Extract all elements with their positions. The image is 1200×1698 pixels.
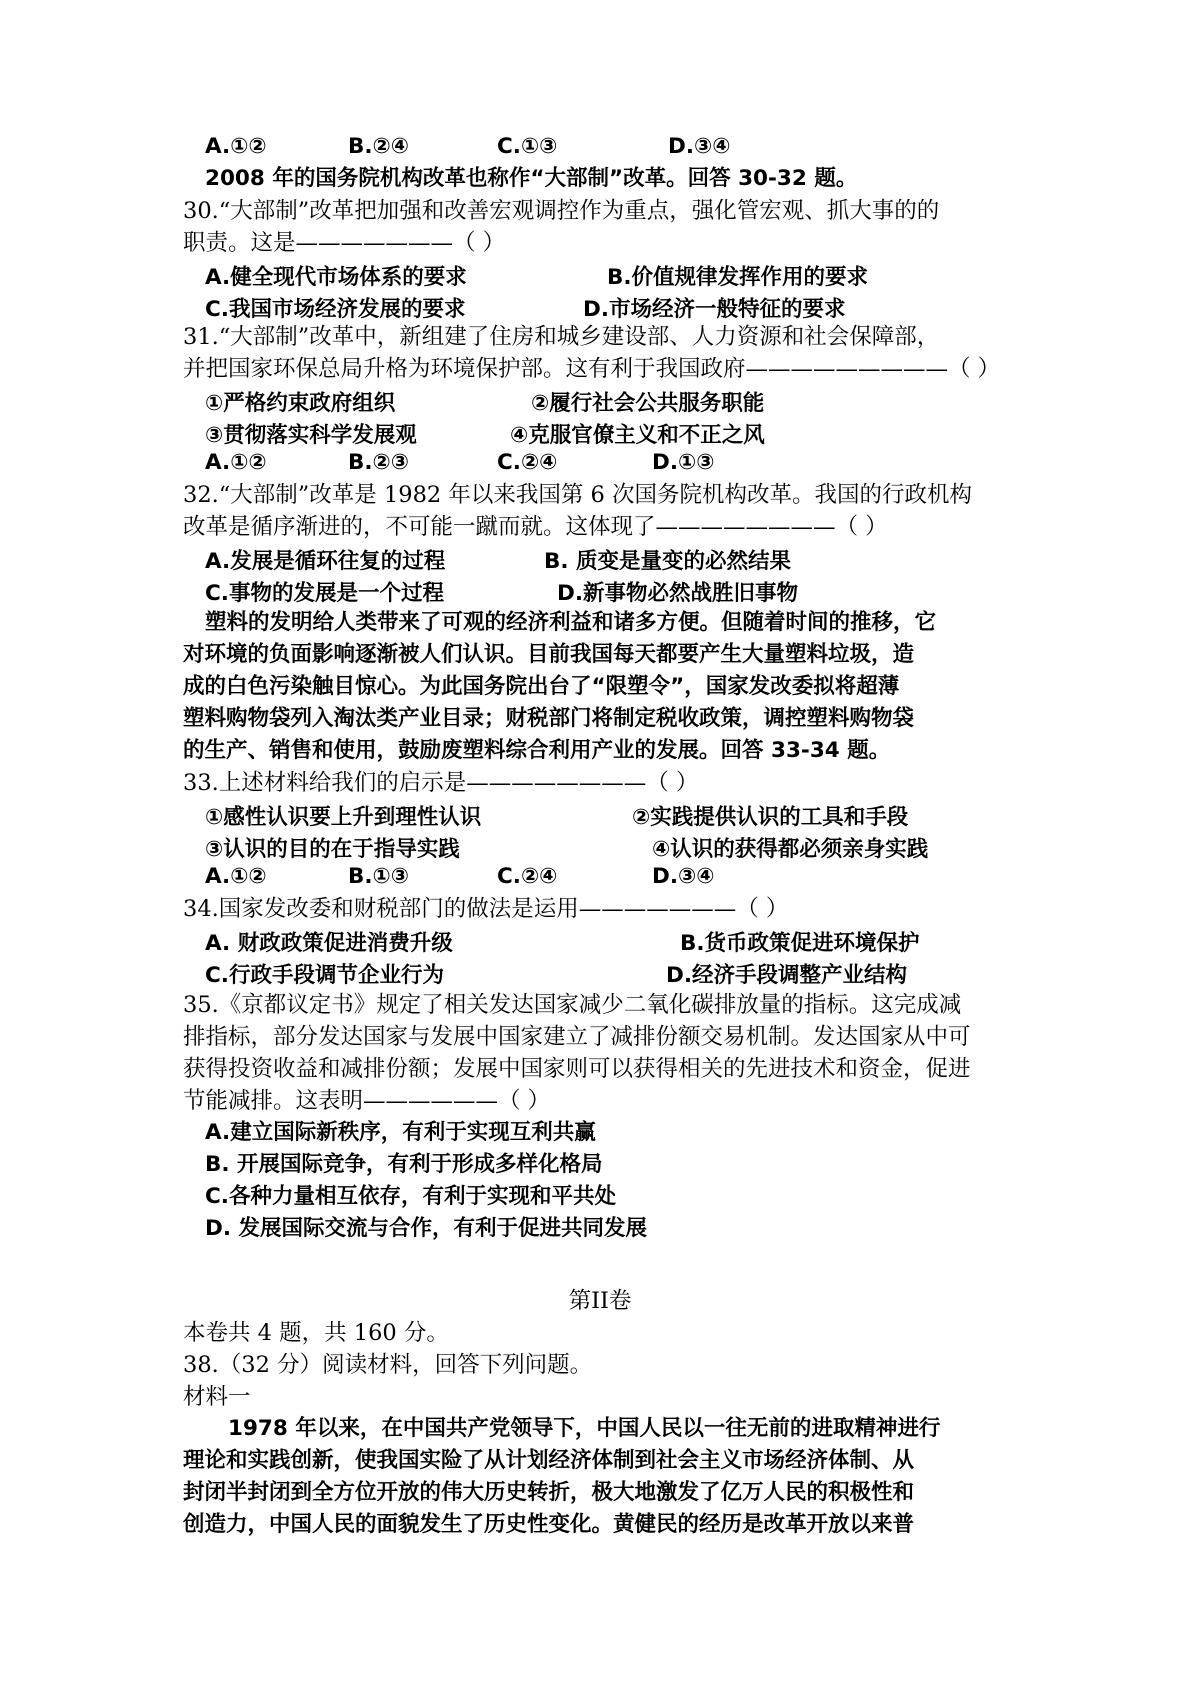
q31-items-row1 [0,386,1000,416]
q33-item-4: ④认识的获得都必须亲身实践 [652,837,929,862]
q35-stem-line1: 35.《京都议定书》规定了相关发达国家减少二氧化碳排放量的指标。这完成减 [183,992,962,1018]
q31-items-row2 [0,418,1000,448]
q33-option-a: A.①② [205,864,267,889]
q29-options [0,134,1000,164]
q32-option-c: C.事物的发展是一个过程 [205,581,444,606]
material-33-34-line2: 对环境的负面影响逐渐被人们认识。目前我国每天都要产生大量塑料垃圾，造 [183,642,915,667]
material-33-34-line3: 成的白色污染触目惊心。为此国务院出台了“限塑令”，国家发改委拟将超薄 [183,674,900,699]
q30-options-row1 [0,260,1000,290]
q32-stem-line1: 32.“大部制”改革是 1982 年以来我国第 6 次国务院机构改革。我国的行政机构 [183,482,972,508]
q31-option-c: C.②④ [497,450,558,475]
q35-stem-line4: 节能减排。这表明——————（ ） [183,1088,551,1114]
q29-option-d: D.③④ [668,134,731,159]
q34-option-a: A. 财政政策促进消费升级 [205,931,453,956]
q31-item-2: ②履行社会公共服务职能 [531,391,765,416]
q34-stem: 34.国家发改委和财税部门的做法是运用———————（ ） [183,896,789,922]
part2-title: 第II卷 [568,1288,632,1314]
q31-item-4: ④克服官僚主义和不正之风 [510,423,765,448]
q30-stem-line1: 30.“大部制”改革把加强和改善宏观调控作为重点，强化管宏观、抓大事的的 [183,198,940,224]
q34-options-row1 [0,926,1000,956]
q32-option-d: D.新事物必然战胜旧事物 [557,581,799,606]
q33-items-row1 [0,800,1000,830]
q30-options-row2 [0,292,1000,322]
q30-option-b: B.价值规律发挥作用的要求 [607,265,869,290]
q34-option-c: C.行政手段调节企业行为 [205,963,444,988]
q29-option-b: B.②④ [348,134,409,159]
part2-info: 本卷共 4 题，共 160 分。 [183,1320,449,1346]
q33-option-b: B.①③ [348,864,409,889]
q31-option-d: D.①③ [652,450,715,475]
q31-options [0,450,1000,480]
q31-option-b: B.②③ [348,450,409,475]
q31-stem-line2: 并把国家环保总局升格为环境保护部。这有利于我国政府—————————（ ） [183,356,1001,382]
intro-30-32: 2008 年的国务院机构改革也称作“大部制”改革。回答 30-32 题。 [205,166,858,191]
q35-stem-line2: 排指标，部分发达国家与发展中国家建立了减排份额交易机制。发达国家从中可 [183,1024,971,1050]
material1-line2: 理论和实践创新，使我国实险了从计划经济体制到社会主义市场经济体制、从 [183,1448,915,1473]
q30-option-a: A.健全现代市场体系的要求 [205,265,467,290]
material1-line3: 封闭半封闭到全方位开放的伟大历史转折，极大地激发了亿万人民的积极性和 [183,1480,915,1505]
q35-option-b: B. 开展国际竞争，有利于形成多样化格局 [205,1152,603,1177]
material-33-34-line1: 塑料的发明给人类带来了可观的经济利益和诸多方便。但随着时间的推移，它 [205,610,937,635]
q31-item-3: ③贯彻落实科学发展观 [205,423,417,448]
q29-option-a: A.①② [205,134,267,159]
q34-option-b: B.货币政策促进环境保护 [680,931,920,956]
q34-option-d: D.经济手段调整产业结构 [666,963,908,988]
q33-stem: 33.上述材料给我们的启示是————————（ ） [183,770,699,796]
q30-option-c: C.我国市场经济发展的要求 [205,297,466,322]
q30-stem-line2: 职责。这是———————（ ） [183,230,506,256]
q38-stem: 38.（32 分）阅读材料，回答下列问题。 [183,1352,593,1378]
q30-option-d: D.市场经济一般特征的要求 [583,297,846,322]
q32-option-b: B. 质变是量变的必然结果 [544,549,792,574]
q35-option-c: C.各种力量相互依存，有利于实现和平共处 [205,1184,616,1209]
q31-item-1: ①严格约束政府组织 [205,391,396,416]
q33-option-c: C.②④ [497,864,558,889]
material1-line1: 1978 年以来，在中国共产党领导下，中国人民以一往无前的进取精神进行 [228,1416,941,1441]
q33-option-d: D.③④ [652,864,715,889]
q35-option-d: D. 发展国际交流与合作，有利于促进共同发展 [205,1216,648,1241]
material1-line4: 创造力，中国人民的面貌发生了历史性变化。黄健民的经历是改革开放以来普 [183,1512,915,1537]
q33-item-1: ①感性认识要上升到理性认识 [205,805,482,830]
q29-option-c: C.①③ [497,134,558,159]
q32-stem-line2: 改革是循序渐进的，不可能一蹴而就。这体现了————————（ ） [183,514,888,540]
q31-stem-line1: 31.“大部制”改革中，新组建了住房和城乡建设部、人力资源和社会保障部， [183,324,940,350]
material-33-34-line4: 塑料购物袋列入淘汰类产业目录；财税部门将制定税收政策，调控塑料购物袋 [183,706,915,731]
q33-options [0,864,1000,894]
q34-options-row2 [0,958,1000,988]
q33-item-3: ③认识的目的在于指导实践 [205,837,460,862]
q32-option-a: A.发展是循环往复的过程 [205,549,446,574]
q32-options-row2 [0,576,1000,606]
q35-option-a: A.建立国际新秩序，有利于实现互利共赢 [205,1120,596,1145]
material1-label: 材料一 [183,1384,251,1410]
q32-options-row1 [0,544,1000,574]
q33-items-row2 [0,832,1000,862]
material-33-34-line5: 的生产、销售和使用，鼓励废塑料综合利用产业的发展。回答 33-34 题。 [183,738,891,763]
q33-item-2: ②实践提供认识的工具和手段 [632,805,909,830]
q31-option-a: A.①② [205,450,267,475]
q35-stem-line3: 获得投资收益和减排份额；发展中国家则可以获得相关的先进技术和资金，促进 [183,1056,971,1082]
